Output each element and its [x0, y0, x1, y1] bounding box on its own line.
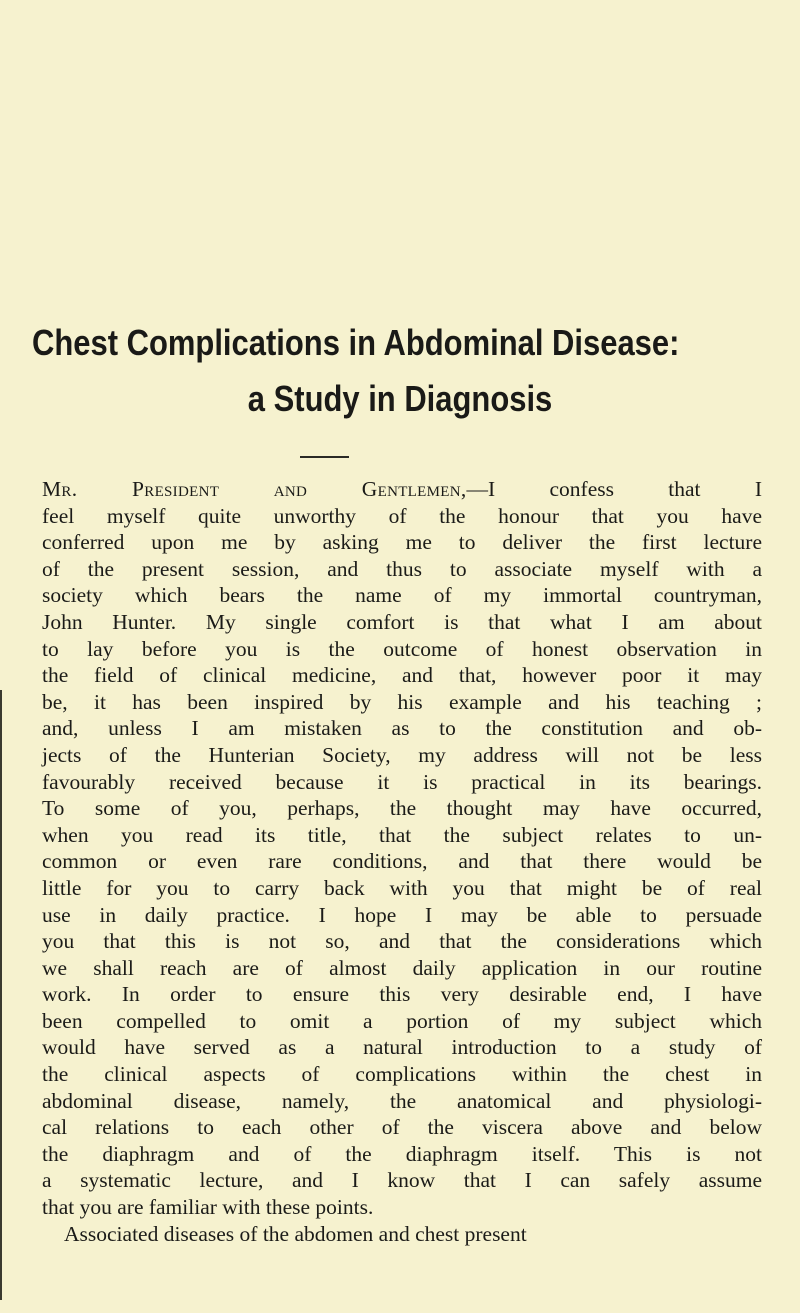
text-line: the field of clinical medicine, and that, however poor it may — [42, 663, 762, 688]
text-line: society which bears the name of my immortal countryman, — [42, 583, 762, 608]
text-line: of the present session, and thus to associate myself with a — [42, 556, 762, 581]
text-line — [42, 476, 762, 503]
text-line: you that this is not so, and that the considerations which — [42, 929, 762, 954]
text-line: would have served as a natural introduction to a study of — [42, 1035, 762, 1060]
text-line: that you are familiar with these points. — [42, 1195, 374, 1220]
text-line: work. In order to ensure this very desirable end, I have — [42, 982, 762, 1007]
text-line: be, it has been inspired by his example and his teaching ; — [42, 689, 762, 714]
text-line: jects of the Hunterian Society, my address will not be less — [42, 742, 762, 767]
page-subtitle — [0, 378, 800, 420]
text-line: to lay before you is the outcome of honest observation in — [42, 636, 762, 661]
page-title: Chest Complications in Abdominal Disease: — [32, 322, 680, 363]
text-line: when you read its title, that the subject relates to un- — [42, 822, 762, 847]
text-line: and, unless I am mistaken as to the constitution and ob- — [42, 716, 762, 741]
text-line: John Hunter. My single comfort is that what I am about — [42, 609, 762, 634]
line-1-rest: —I confess that I — [466, 477, 762, 501]
text-line: common or even rare conditions, and that there would be — [42, 849, 762, 874]
page-edge-shadow — [0, 690, 2, 1300]
subtitle-text: a Study in Diagnosis — [247, 378, 553, 419]
text-line: use in daily practice. I hope I may be able to persuade — [42, 902, 762, 927]
body-text — [42, 476, 762, 1247]
text-line: To some of you, perhaps, the thought may have occurred, — [42, 796, 762, 821]
text-line: Associated diseases of the abdomen and chest present — [64, 1221, 527, 1246]
text-line: abdominal disease, namely, the anatomical and physiologi- — [42, 1088, 762, 1113]
text-line: the diaphragm and of the diaphragm itself. This is not — [42, 1141, 762, 1166]
text-line: a systematic lecture, and I know that I can safely assume — [42, 1168, 762, 1193]
text-line: feel myself quite unworthy of the honour that you have — [42, 503, 762, 528]
salutation: Mr. President and Gentlemen, — [42, 477, 467, 501]
text-line: the clinical aspects of complications within the chest in — [42, 1062, 762, 1087]
text-line: favourably received because it is practical in its bearings. — [42, 769, 762, 794]
text-line: been compelled to omit a portion of my subject which — [42, 1008, 762, 1033]
text-line: little for you to carry back with you that might be of real — [42, 875, 762, 900]
title-divider — [300, 456, 349, 458]
text-line: we shall reach are of almost daily application in our routine — [42, 955, 762, 980]
text-line: cal relations to each other of the viscera above and below — [42, 1115, 762, 1140]
text-line: conferred upon me by asking me to deliver the first lecture — [42, 530, 762, 555]
